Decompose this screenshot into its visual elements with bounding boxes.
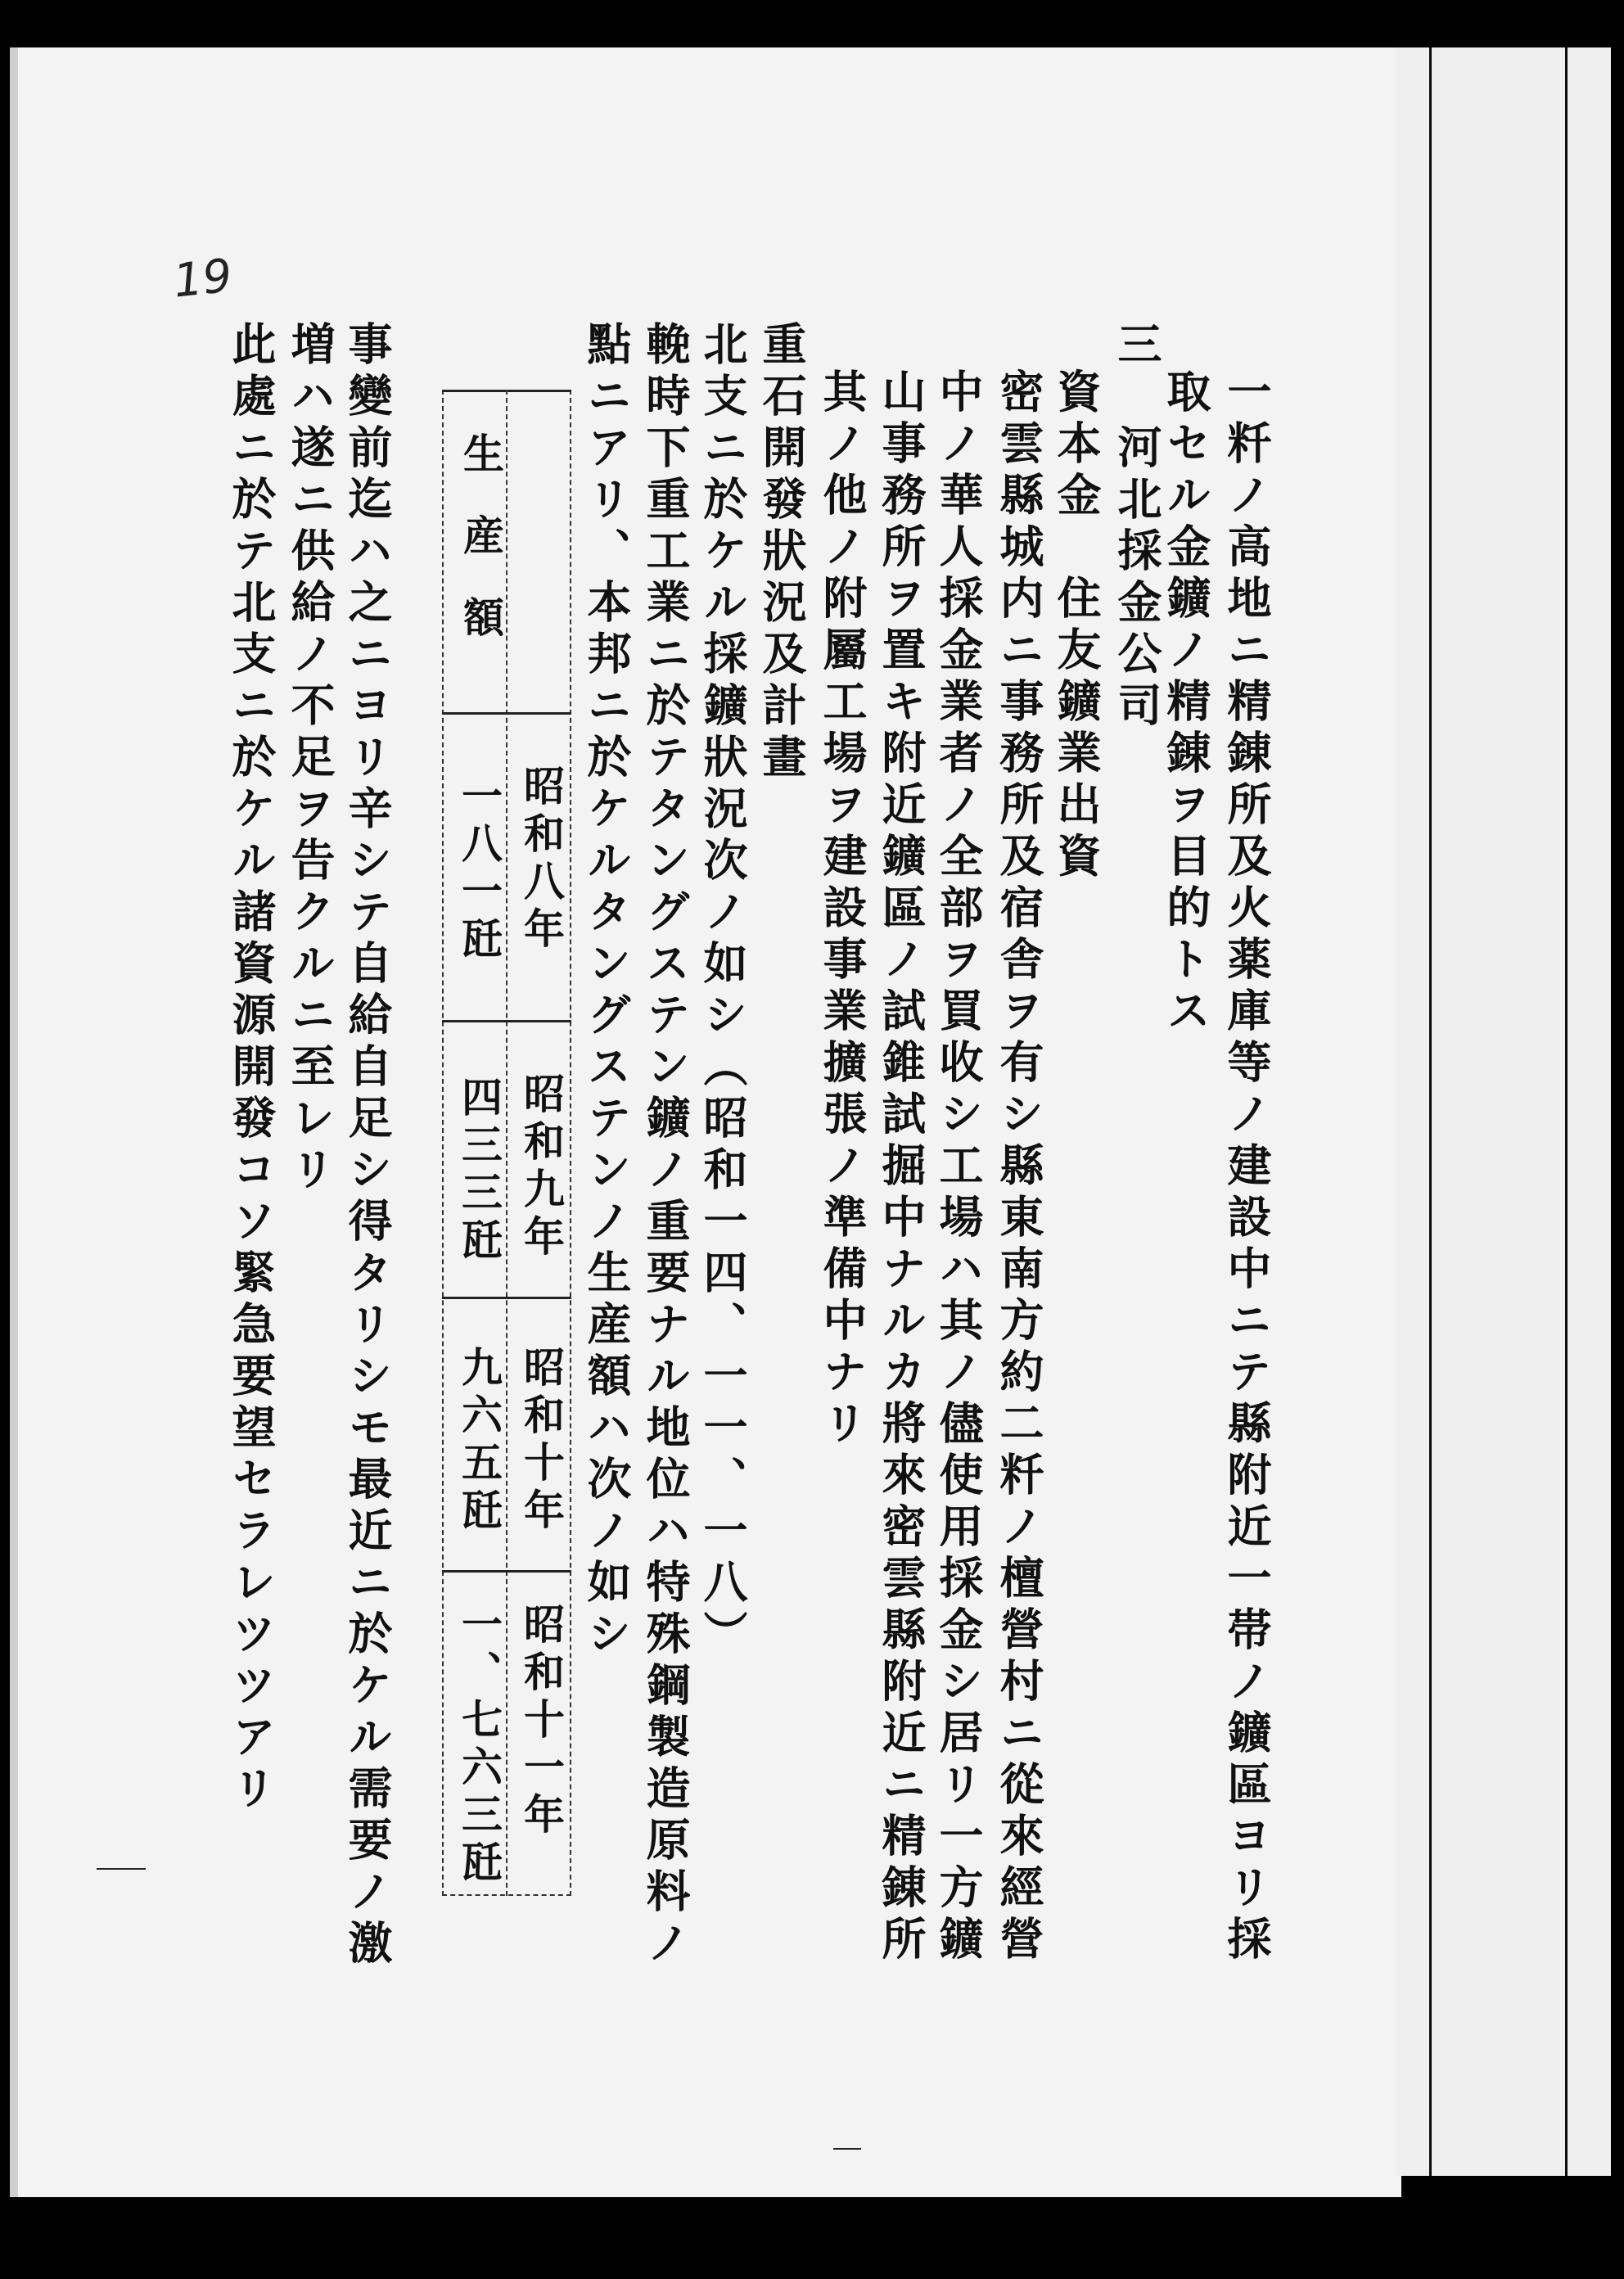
text-column-5: 密雲縣城内ニ事務所及宿舎ヲ有シ縣東南方約二粁ノ檀營村ニ從來經營 [993, 368, 1045, 1967]
table-row-header: 生産額 [457, 432, 505, 678]
text-column-8: 其ノ他ノ附屬工場ヲ建設事業擴張ノ準備中ナリ [816, 368, 868, 1451]
table-value-cell: 一八一瓩 [455, 774, 503, 964]
table-row-rule-3 [442, 1570, 571, 1573]
table-year-cell: 昭和十一年 [517, 1603, 566, 1840]
text-column-1: 一粁ノ高地ニ精錬所及火薬庫等ノ建設中ニテ縣附近一帯ノ鑛區ヨリ採 [1220, 368, 1273, 1967]
text-column-15: 此處ニ於テ北支ニ於ケル諸資源開發コソ緊急要望セラレツツアリ [225, 321, 277, 1816]
text-column-3: 三 河北採金公司 [1111, 321, 1163, 733]
page-number: 19 [170, 249, 235, 309]
text-column-2: 取セル金鑛ノ精錬ヲ目的トス [1160, 368, 1212, 1039]
text-column-14: 増ハ遂ニ供給ノ不足ヲ告クルニ至レリ [284, 321, 336, 1198]
document-page [10, 47, 1401, 2197]
adjacent-page-edge [1396, 47, 1611, 2176]
margin-dash [833, 2148, 861, 2150]
page-edge-line [1565, 47, 1568, 2176]
table-year-cell: 昭和九年 [517, 1072, 566, 1262]
text-column-11: 輓時下重工業ニ於テタングステン鑛ノ重要ナル地位ハ特殊鋼製造原料ノ [639, 321, 692, 1971]
table-value-cell: 一、七六三瓩 [455, 1603, 503, 1888]
text-column-4: 資本金 住友鑛業出資 [1050, 368, 1103, 884]
table-row-rule-1 [442, 1020, 571, 1022]
table-value-cell: 九六五瓩 [455, 1346, 503, 1536]
table-header-rule [442, 712, 571, 715]
page-edge-line [1429, 47, 1432, 2176]
text-column-13: 事變前迄ハ之ニヨリ辛シテ自給自足シ得タリシモ最近ニ於ケル需要ノ激 [341, 321, 394, 1971]
production-table [442, 390, 571, 1896]
text-column-7: 山事務所ヲ置キ附近鑛區ノ試錐試掘中ナルカ將來密雲縣附近ニ精錬所 [875, 368, 927, 1967]
text-column-9: 重石開發狀況及計畫 [756, 321, 808, 785]
text-column-10: 北支ニ於ケル採鑛狀況次ノ如シ（昭和一四、一一、一八） [697, 321, 749, 1662]
text-column-12: 點ニアリ、本邦ニ於ケルタングステンノ生産額ハ次ノ如シ [580, 321, 633, 1662]
table-value-cell: 四三三瓩 [455, 1076, 503, 1266]
table-year-cell: 昭和八年 [517, 765, 566, 954]
table-row-rule-2 [442, 1297, 571, 1299]
table-column-divider [506, 390, 508, 1896]
text-column-6: 中ノ華人採金業者ノ全部ヲ買收シ工場ハ其ノ儘使用採金シ居リ一方鑛 [932, 368, 985, 1967]
margin-dash [97, 1868, 146, 1870]
table-year-cell: 昭和十年 [517, 1346, 566, 1536]
